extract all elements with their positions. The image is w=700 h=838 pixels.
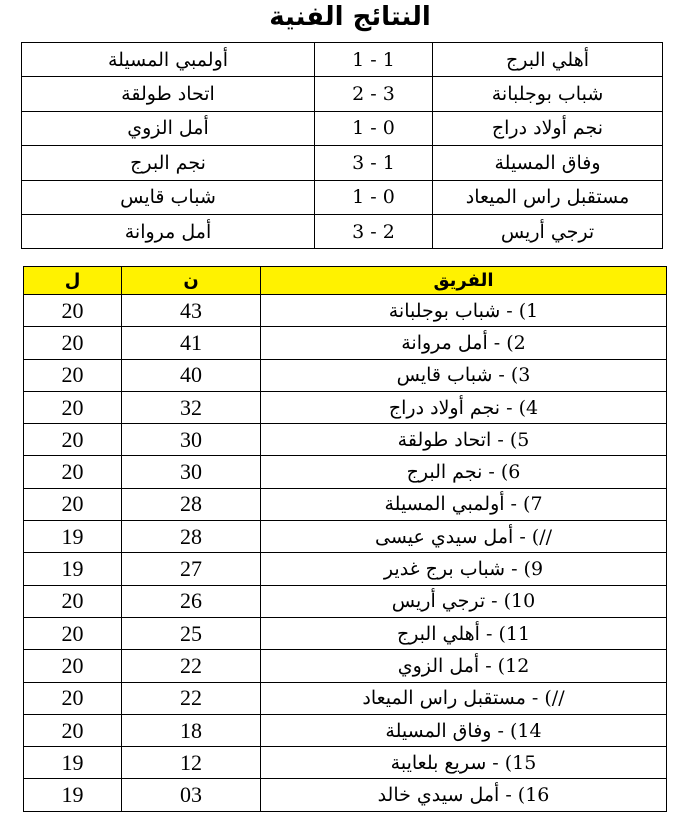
result-home-team: ترجي أريس bbox=[433, 214, 663, 248]
table-row bbox=[24, 553, 667, 585]
result-home-team: نجم أولاد دراج bbox=[433, 111, 663, 145]
result-row bbox=[22, 214, 663, 248]
team-cell: 7) - أولمبي المسيلة bbox=[261, 488, 667, 520]
header-played: ل bbox=[24, 267, 122, 295]
team-cell: 16) - أمل سيدي خالد bbox=[261, 779, 667, 811]
points-cell: 27 bbox=[122, 553, 261, 585]
table-row bbox=[24, 295, 667, 327]
team-cell: 9) - شباب برج غدير bbox=[261, 553, 667, 585]
team-cell: 15) - سريع بلعايبة bbox=[261, 747, 667, 779]
points-cell: 26 bbox=[122, 585, 261, 617]
played-cell: 20 bbox=[24, 585, 122, 617]
header-team: الفريق bbox=[261, 267, 667, 295]
result-row bbox=[22, 146, 663, 180]
table-row bbox=[24, 424, 667, 456]
team-cell: 10) - ترجي أريس bbox=[261, 585, 667, 617]
played-cell: 19 bbox=[24, 521, 122, 553]
points-cell: 28 bbox=[122, 488, 261, 520]
points-cell: 03 bbox=[122, 779, 261, 811]
table-row bbox=[24, 779, 667, 811]
points-cell: 41 bbox=[122, 327, 261, 359]
result-score: 3 - 1 bbox=[315, 146, 433, 180]
team-cell: 11) - أهلي البرج bbox=[261, 617, 667, 649]
result-score: 1 - 0 bbox=[315, 180, 433, 214]
played-cell: 20 bbox=[24, 617, 122, 649]
played-cell: 20 bbox=[24, 714, 122, 746]
standings-header-row bbox=[24, 267, 667, 295]
standings-table bbox=[23, 266, 667, 812]
played-cell: 20 bbox=[24, 359, 122, 391]
table-row bbox=[24, 391, 667, 423]
team-cell: //) - أمل سيدي عيسى bbox=[261, 521, 667, 553]
result-row bbox=[22, 111, 663, 145]
points-cell: 30 bbox=[122, 456, 261, 488]
result-row bbox=[22, 77, 663, 111]
points-cell: 32 bbox=[122, 391, 261, 423]
played-cell: 20 bbox=[24, 295, 122, 327]
played-cell: 19 bbox=[24, 747, 122, 779]
team-cell: //) - مستقبل راس الميعاد bbox=[261, 682, 667, 714]
played-cell: 20 bbox=[24, 391, 122, 423]
team-cell: 5) - اتحاد طولقة bbox=[261, 424, 667, 456]
team-cell: 3) - شباب قايس bbox=[261, 359, 667, 391]
result-away-team: أولمبي المسيلة bbox=[22, 43, 315, 77]
points-cell: 40 bbox=[122, 359, 261, 391]
result-score: 2 - 3 bbox=[315, 77, 433, 111]
played-cell: 19 bbox=[24, 553, 122, 585]
result-away-team: أمل مروانة bbox=[22, 214, 315, 248]
result-row bbox=[22, 180, 663, 214]
table-row bbox=[24, 650, 667, 682]
table-row bbox=[24, 617, 667, 649]
page-title: النتائج الفنية bbox=[269, 2, 431, 32]
points-cell: 28 bbox=[122, 521, 261, 553]
table-row bbox=[24, 585, 667, 617]
result-row bbox=[22, 43, 663, 77]
table-row bbox=[24, 456, 667, 488]
points-cell: 22 bbox=[122, 650, 261, 682]
points-cell: 30 bbox=[122, 424, 261, 456]
played-cell: 19 bbox=[24, 779, 122, 811]
header-points: ن bbox=[122, 267, 261, 295]
team-cell: 6) - نجم البرج bbox=[261, 456, 667, 488]
result-away-team: اتحاد طولقة bbox=[22, 77, 315, 111]
result-home-team: مستقبل راس الميعاد bbox=[433, 180, 663, 214]
result-home-team: أهلي البرج bbox=[433, 43, 663, 77]
played-cell: 20 bbox=[24, 650, 122, 682]
table-row bbox=[24, 488, 667, 520]
result-away-team: نجم البرج bbox=[22, 146, 315, 180]
table-row bbox=[24, 521, 667, 553]
table-row bbox=[24, 747, 667, 779]
table-row bbox=[24, 359, 667, 391]
result-away-team: أمل الزوي bbox=[22, 111, 315, 145]
team-cell: 2) - أمل مروانة bbox=[261, 327, 667, 359]
points-cell: 22 bbox=[122, 682, 261, 714]
points-cell: 25 bbox=[122, 617, 261, 649]
played-cell: 20 bbox=[24, 682, 122, 714]
result-score: 1 - 0 bbox=[315, 111, 433, 145]
played-cell: 20 bbox=[24, 488, 122, 520]
team-cell: 1) - شباب بوجلبانة bbox=[261, 295, 667, 327]
played-cell: 20 bbox=[24, 424, 122, 456]
result-away-team: شباب قايس bbox=[22, 180, 315, 214]
team-cell: 14) - وفاق المسيلة bbox=[261, 714, 667, 746]
played-cell: 20 bbox=[24, 456, 122, 488]
team-cell: 12) - أمل الزوي bbox=[261, 650, 667, 682]
result-home-team: وفاق المسيلة bbox=[433, 146, 663, 180]
points-cell: 12 bbox=[122, 747, 261, 779]
result-home-team: شباب بوجلبانة bbox=[433, 77, 663, 111]
table-row bbox=[24, 327, 667, 359]
result-score: 1 - 1 bbox=[315, 43, 433, 77]
points-cell: 18 bbox=[122, 714, 261, 746]
result-score: 3 - 2 bbox=[315, 214, 433, 248]
results-table bbox=[21, 42, 663, 249]
points-cell: 43 bbox=[122, 295, 261, 327]
played-cell: 20 bbox=[24, 327, 122, 359]
team-cell: 4) - نجم أولاد دراج bbox=[261, 391, 667, 423]
table-row bbox=[24, 682, 667, 714]
table-row bbox=[24, 714, 667, 746]
